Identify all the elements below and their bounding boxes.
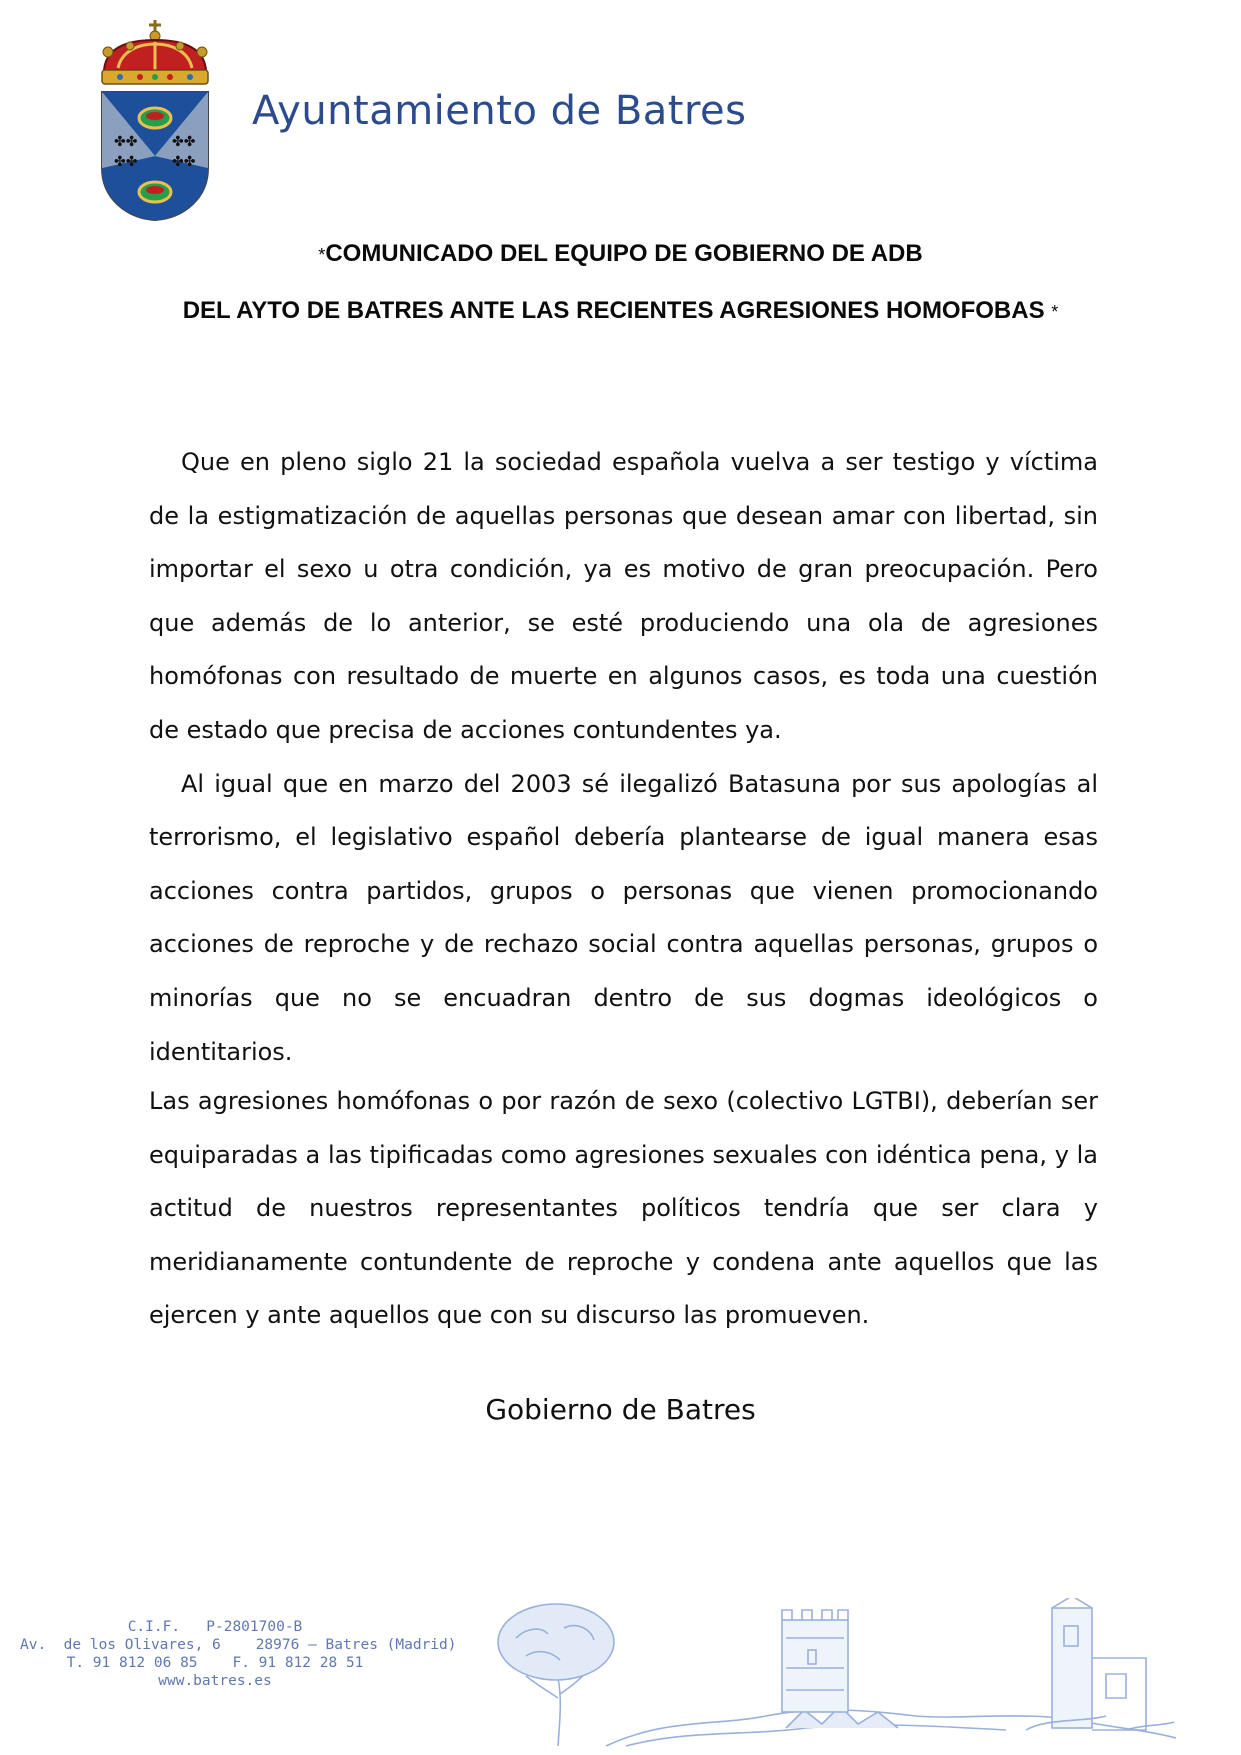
title-asterisk-prefix: * — [318, 245, 326, 265]
svg-text:✤✤: ✤✤ — [172, 134, 196, 150]
footer-cif: C.I.F. P-2801700-B — [127, 1619, 303, 1635]
body-paragraph-2: Al igual que en marzo del 2003 sé ilegalizó Batasuna por sus apologías al terrorismo, el legislativo español debería plantearse de igual manera esas acciones contra partidos, grupos o personas que vienen promocionando acciones de reproche y de rechazo social contra aquellas personas, grupos o minorías que no se encuadran dentro de sus dogmas ideológicos o identitarios. — [149, 769, 1098, 1066]
landscape-castle-tree-illustration — [486, 1598, 1176, 1748]
title-line-1-text: COMUNICADO DEL EQUIPO DE GOBIERNO DE ADB — [325, 240, 923, 267]
footer-contact-block — [20, 1618, 457, 1690]
title-asterisk-suffix: * — [1051, 302, 1059, 322]
body-block-1 — [149, 436, 1098, 1079]
svg-text:✤✤: ✤✤ — [114, 154, 138, 170]
document-title-line-2 — [0, 297, 1241, 325]
title-line-2-text: DEL AYTO DE BATRES ANTE LAS RECIENTES AGRESIONES HOMOFOBAS — [182, 297, 1052, 324]
svg-text:✤✤: ✤✤ — [172, 154, 196, 170]
footer-website: www.batres.es — [158, 1673, 272, 1689]
signature: Gobierno de Batres — [485, 1393, 756, 1426]
body-paragraph-3: Las agresiones homófonas o por razón de sexo (colectivo LGTBI), deberían ser equiparadas a las tipificadas como agresiones sexuales con idéntica pena, y la actitud de nuestros representantes políticos tendría que ser clara y meridianamente contundente de reproche y condena ante aquellos que las ejercen y ante aquellos que con su discurso las promueven. — [149, 1087, 1098, 1330]
coat-of-arms-icon — [96, 18, 214, 228]
svg-text:✤✤: ✤✤ — [114, 134, 138, 150]
footer-phone: T. 91 812 06 85 F. 91 812 28 51 — [66, 1655, 364, 1671]
body-paragraph-1: Que en pleno siglo 21 la sociedad española vuelva a ser testigo y víctima de la estigmatización de aquellas personas que desean amar con libertad, sin importar el sexo u otra condición, ya es motivo de gran preocupación. Pero que además de lo anterior, se esté produciendo una ola de agresiones homófonas con resultado de muerte en algunos casos, es toda una cuestión de estado que precisa de acciones contundentes ya. — [149, 448, 1098, 744]
document-title-line-1 — [0, 240, 1241, 268]
footer-address: Av. de los Olivares, 6 28976 – Batres (Madrid) — [20, 1637, 457, 1653]
organization-name: Ayuntamiento de Batres — [252, 88, 747, 134]
body-block-2 — [149, 1075, 1098, 1343]
